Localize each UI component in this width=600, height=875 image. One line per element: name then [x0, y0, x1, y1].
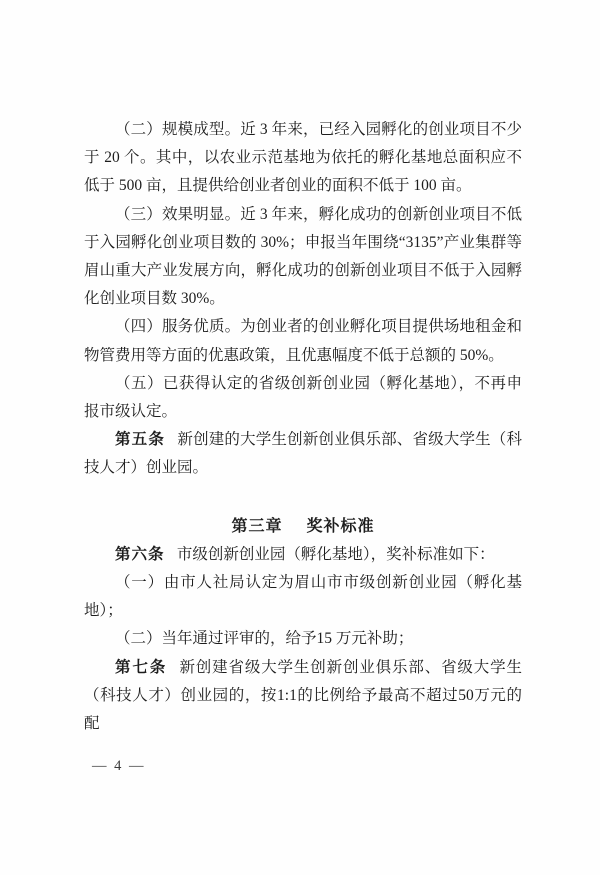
- paragraph-text: （五）已获得认定的省级创新创业园（孵化基地），不再申报市级认定。: [84, 374, 522, 421]
- paragraph-text: （二）当年通过评审的，给予15 万元补助；: [115, 630, 414, 648]
- article-text: 市级创新创业园（孵化基地），奖补标准如下：: [176, 545, 495, 563]
- body-paragraph: [84, 201, 522, 314]
- page-footer: [92, 758, 146, 775]
- article-label: 第七条: [115, 658, 168, 676]
- body-paragraph: [84, 370, 522, 426]
- body-paragraph: [84, 116, 522, 201]
- body-paragraph: [84, 569, 522, 625]
- document-body: [84, 116, 522, 738]
- paragraph-text: （四）服务优质。为创业者的创业孵化项目提供场地租金和物管费用等方面的优惠政策，且优惠幅度不低于总额的 50%。: [84, 318, 522, 364]
- article-text: 新创建省级大学生创新创业俱乐部、省级大学生（科技人才）创业园的，按1:1的比例给予最高不超过50万元的配: [84, 658, 522, 733]
- body-paragraph: [84, 313, 522, 369]
- paragraph-text: （一）由市人社局认定为眉山市市级创新创业园（孵化基地）；: [84, 574, 522, 620]
- article-label: 第六条: [115, 545, 165, 563]
- article-paragraph: [84, 654, 522, 739]
- article-label: 第五条: [115, 431, 166, 449]
- body-paragraph: [84, 625, 522, 653]
- chapter-heading: [84, 513, 522, 541]
- article-paragraph: [84, 541, 522, 569]
- article-paragraph: [84, 426, 522, 482]
- article-text: 新创建的大学生创新创业俱乐部、省级大学生（科技人才）创业园。: [84, 431, 522, 477]
- chapter-label: 第三章: [231, 517, 283, 535]
- paragraph-text: （二）规模成型。近 3 年来，已经入园孵化的创业项目不少于 20 个。其中，以农业示范基地为依托的孵化基地总面积应不低于 500 亩，且提供给创业者创业的面积不低于 100 亩。: [84, 121, 522, 195]
- chapter-title: 奖补标准: [306, 517, 375, 535]
- paragraph-text: （三）效果明显。近 3 年来，孵化成功的创新创业项目不低于入园孵化创业项目数的 30%；申报当年围绕“3135”产业集群等眉山重大产业发展方向，孵化成功的创新创业项目不低于入园孵化创业项目数 30%。: [84, 205, 522, 308]
- page-number: — 4 —: [92, 758, 146, 774]
